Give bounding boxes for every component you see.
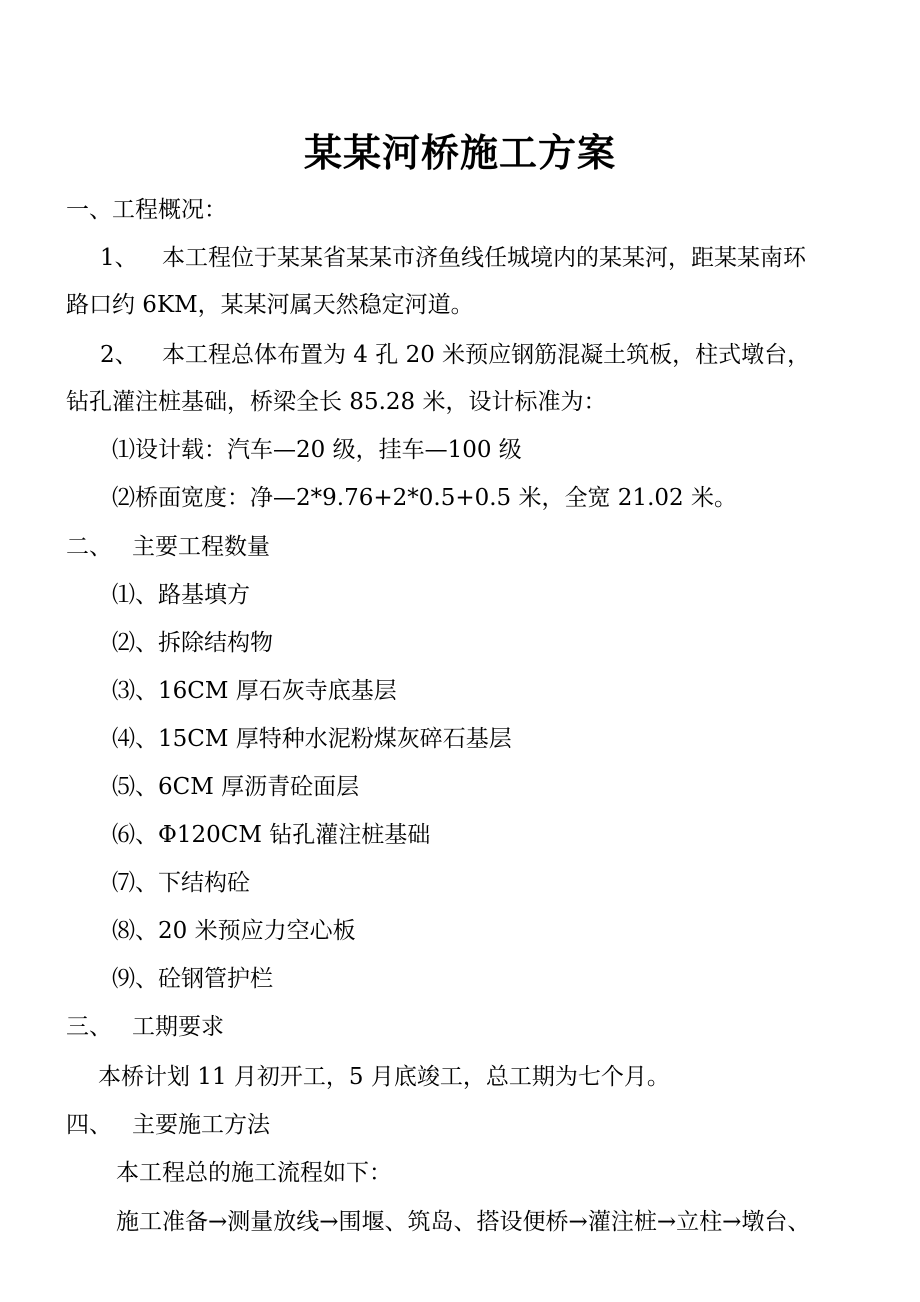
quantity-item: ⑹、Φ120CM 钻孔灌注桩基础 — [112, 822, 431, 848]
document-title: 某某河桥施工方案 — [303, 130, 616, 175]
process-flow-text: 施工准备→测量放线→围堰、筑岛、搭设便桥→灌注桩→立柱→墩台、 — [116, 1209, 811, 1235]
quantity-item: ⑻、20 米预应力空心板 — [112, 918, 356, 944]
paragraph-2-number: 2、 — [100, 342, 138, 368]
paragraph-1-number: 1、 — [100, 245, 138, 271]
paragraph-1-text: 本工程位于某某省某某市济鱼线任城境内的某某河，距某某南环 — [162, 245, 806, 271]
section-3-number: 三、 — [66, 1014, 112, 1040]
section-4-heading: 主要施工方法 — [132, 1112, 270, 1138]
design-load-item: ⑴设计载：汽车—20 级，挂车—100 级 — [112, 437, 522, 463]
section-3-heading: 工期要求 — [132, 1014, 224, 1040]
quantity-item: ⑼、砼钢管护栏 — [112, 966, 273, 992]
section-4-number: 四、 — [66, 1112, 112, 1138]
quantity-item: ⑷、15CM 厚特种水泥粉煤灰碎石基层 — [112, 726, 512, 752]
section-2-heading: 主要工程数量 — [132, 534, 270, 560]
section-2-number: 二、 — [66, 534, 112, 560]
quantity-item: ⑴、路基填方 — [112, 582, 250, 608]
process-intro-text: 本工程总的施工流程如下： — [116, 1160, 392, 1186]
schedule-text: 本桥计划 11 月初开工，5 月底竣工，总工期为七个月。 — [98, 1064, 670, 1090]
quantity-item: ⑵、拆除结构物 — [112, 630, 273, 656]
quantity-item: ⑶、16CM 厚石灰寺底基层 — [112, 678, 397, 704]
quantity-item: ⑸、6CM 厚沥青砼面层 — [112, 774, 360, 800]
deck-width-item: ⑵桥面宽度：净—2*9.76+2*0.5+0.5 米，全宽 21.02 米。 — [112, 485, 737, 511]
paragraph-2-continuation: 钻孔灌注桩基础，桥梁全长 85.28 米，设计标准为： — [66, 389, 607, 415]
quantity-item: ⑺、下结构砼 — [112, 870, 250, 896]
paragraph-2-text: 本工程总体布置为 4 孔 20 米预应钢筋混凝土筑板，柱式墩台， — [162, 342, 811, 368]
paragraph-1-continuation: 路口约 6KM，某某河属天然稳定河道。 — [66, 292, 474, 318]
section-1-heading: 一、工程概况： — [66, 197, 227, 223]
